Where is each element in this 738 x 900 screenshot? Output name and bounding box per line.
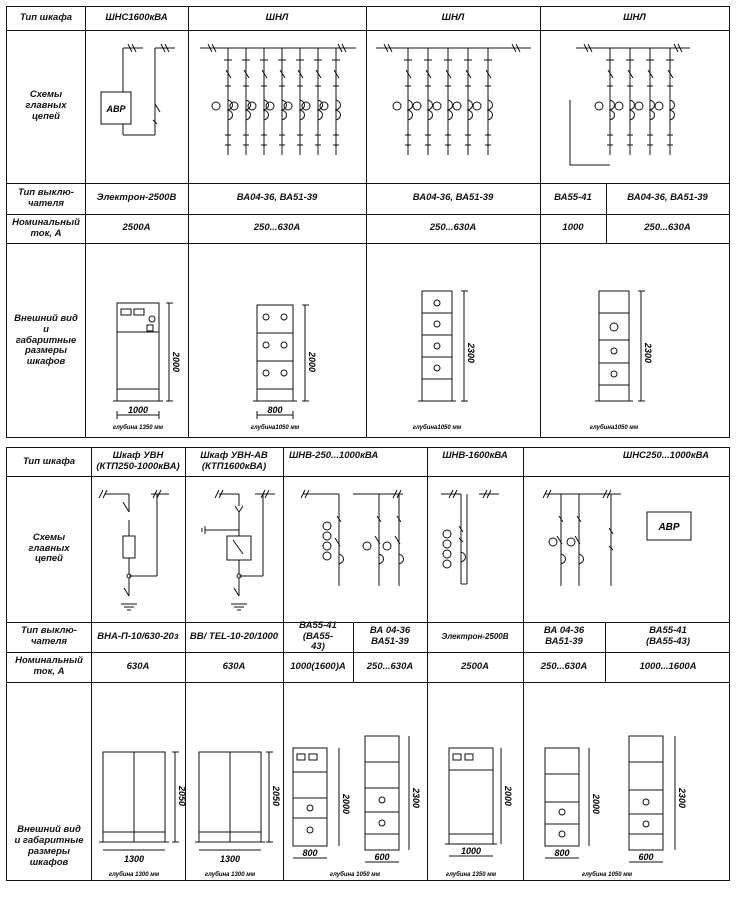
depth-1: глубина 1350 мм xyxy=(112,425,164,431)
cabinet-shns250 xyxy=(523,728,731,882)
depth-2: глубина1050 мм xyxy=(250,425,300,431)
depth2-5: глубина 1050 мм xyxy=(581,872,633,878)
label-breaker-2: Тип выклю-чателя xyxy=(21,625,77,647)
cabinet-shnl-1 xyxy=(243,297,333,437)
width2-2: 1300 xyxy=(219,854,241,864)
breaker2-1: ВНА-П-10/630-20з xyxy=(97,630,179,642)
current-2: 250...630А xyxy=(253,222,301,234)
height-4: 2300 xyxy=(643,343,653,364)
header-shnv1600: ШНВ-1600кВА xyxy=(442,450,508,461)
breaker2-7: ВА55-41 (ВА55-43) xyxy=(646,625,690,647)
table-2 xyxy=(6,447,730,881)
height2-6: 2000 xyxy=(591,794,601,815)
label-view: Внешний вид и габаритные размеры шкафов xyxy=(14,312,78,368)
scheme-shnl-3 xyxy=(540,30,729,183)
height-2: 2000 xyxy=(307,352,317,373)
breaker2-6: ВА 04-36 ВА51-39 xyxy=(543,625,585,647)
cabinet-uvn xyxy=(91,736,185,882)
scheme-shnv1600 xyxy=(427,476,523,622)
width2-6: 800 xyxy=(554,848,570,858)
breaker2-2: ВВ/ TEL-10-20/1000 xyxy=(189,630,279,642)
breaker-2: ВА04-36, ВА51-39 xyxy=(236,192,318,204)
table-1 xyxy=(6,6,730,438)
label-scheme-2: Схемы главных цепей xyxy=(28,531,70,565)
header-shnl-1: ШНЛ xyxy=(265,12,289,24)
height2-5: 2000 xyxy=(503,786,513,807)
breaker2-5: Электрон-2500В xyxy=(441,632,509,642)
cabinet-uvn-av xyxy=(185,736,283,882)
scheme-shnv250 xyxy=(283,476,427,622)
breaker-4: ВА55-41 xyxy=(554,192,592,204)
scheme-shns250 xyxy=(523,476,731,622)
height2-7: 2300 xyxy=(677,788,687,809)
depth2-3: глубина 1050 мм xyxy=(329,872,381,878)
width-2: 800 xyxy=(267,405,283,415)
width2-7: 600 xyxy=(638,852,654,862)
cabinet-shnv1600 xyxy=(427,736,523,882)
cabinet-shnl-3 xyxy=(587,285,667,437)
current2-1: 630А xyxy=(126,660,150,672)
current2-4: 250...630А xyxy=(366,660,414,672)
cabinet-shnv250 xyxy=(283,728,427,882)
breaker-1: Электрон-2500В xyxy=(96,192,177,204)
scheme-shnl-2 xyxy=(366,30,540,183)
label-current: Номинальный ток, А xyxy=(12,216,80,239)
depth-3: глубина1050 мм xyxy=(412,425,462,431)
current-4: 1000 xyxy=(562,222,584,234)
width2-3: 800 xyxy=(302,848,318,858)
current-1: 2500А xyxy=(122,222,151,234)
current2-7: 1000...1600А xyxy=(639,660,697,672)
breaker2-4: ВА 04-36 ВА51-39 xyxy=(369,625,411,647)
height2-4: 2300 xyxy=(411,788,421,809)
header-shns250: ШНС250...1000кВА xyxy=(622,450,709,461)
avr-label-2: АВР xyxy=(658,522,680,533)
depth2-2: глубина 1300 мм xyxy=(204,872,256,878)
header-shnv250: ШНВ-250...1000кВА xyxy=(289,450,379,461)
scheme-shnl-1 xyxy=(188,30,366,183)
header-uvn-av: Шкаф УВН-АВ (КТП1600кВА) xyxy=(200,450,268,472)
scheme-shns1600 xyxy=(85,30,188,183)
avr-label: АВР xyxy=(106,104,126,114)
height2-3: 2000 xyxy=(341,794,351,815)
header-shnl-2: ШНЛ xyxy=(441,12,465,24)
label-type-2: Тип шкафа xyxy=(22,455,76,467)
label-scheme: Схемы главных цепей xyxy=(25,89,67,122)
current2-3: 1000(1600)А xyxy=(290,660,346,672)
label-current-2: Номинальный ток, А xyxy=(15,655,83,677)
depth2-1: глубина 1300 мм xyxy=(108,872,160,878)
current2-5: 2500А xyxy=(461,660,489,672)
current2-6: 250...630А xyxy=(540,660,588,672)
current-5: 250...630А xyxy=(644,222,691,234)
label-type: Тип шкафа xyxy=(19,12,73,24)
header-shnl-3: ШНЛ xyxy=(623,12,646,24)
height-3: 2300 xyxy=(466,343,476,364)
width2-5: 1000 xyxy=(460,846,482,856)
cabinet-shnl-2 xyxy=(410,285,490,437)
breaker-5: ВА04-36, ВА51-39 xyxy=(627,192,708,204)
label-view-2: Внешний вид и габаритные размеры шкафов xyxy=(14,824,84,868)
current-3: 250...630А xyxy=(429,222,477,234)
width2-1: 1300 xyxy=(123,854,145,864)
scheme-uvn xyxy=(91,476,185,622)
height2-1: 2050 xyxy=(177,786,187,807)
breaker-3: ВА04-36, ВА51-39 xyxy=(412,192,494,204)
scheme-uvn-av xyxy=(185,476,283,622)
current2-2: 630А xyxy=(222,660,246,672)
header-shns1600: ШНС1600кВА xyxy=(105,12,168,24)
depth-4: глубина1050 мм xyxy=(589,425,639,431)
breaker2-3: ВА55-41 (ВА55-43) xyxy=(299,619,337,653)
label-breaker: Тип выклю-чателя xyxy=(18,186,74,209)
height2-2: 2050 xyxy=(271,786,281,807)
width2-4: 600 xyxy=(374,852,390,862)
cabinet-shns1600 xyxy=(107,297,187,437)
depth2-4: глубина 1350 мм xyxy=(445,872,497,878)
header-uvn: Шкаф УВН (КТП250-1000кВА) xyxy=(96,450,180,472)
height-1: 2000 xyxy=(171,352,181,373)
width-1: 1000 xyxy=(127,405,149,415)
